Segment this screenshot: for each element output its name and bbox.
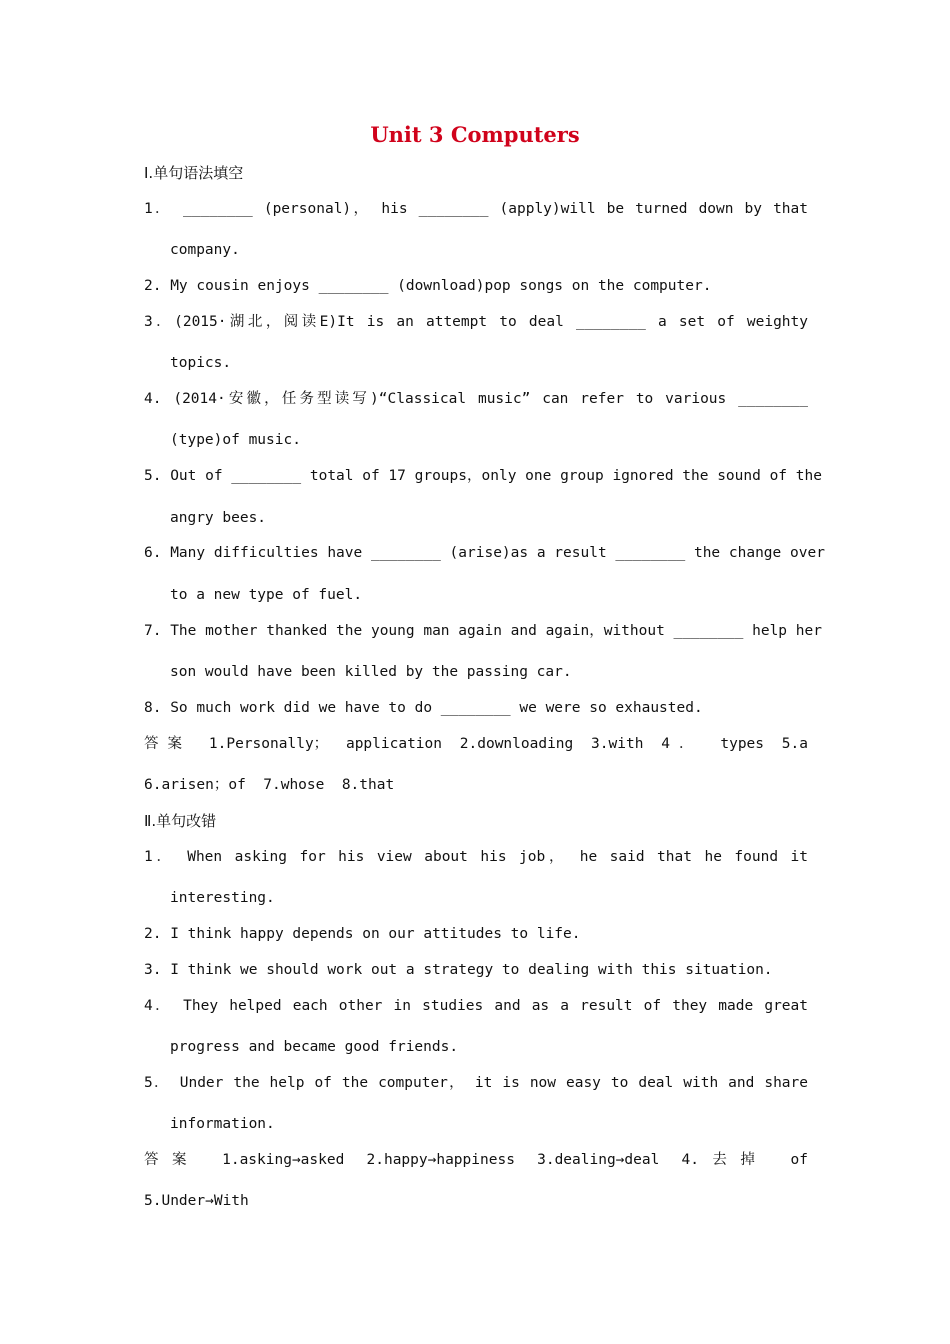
question-2-line-1: 2. My cousin enjoys ________ (download)pop songs on the computer. [144, 278, 712, 294]
question-3-line-2: topics. [170, 355, 232, 371]
answer-key-2-line-2: 5.Under→With [144, 1193, 249, 1209]
question-5-line-2: angry bees. [170, 510, 267, 526]
correction-4-line-1: 4． They helped each other in studies and as a result of they made great [144, 998, 808, 1014]
question-1-line-1: 1． ________ (personal)， his ________ (apply)will be turned down by that [144, 201, 808, 217]
question-6-line-1: 6. Many difficulties have ________ (arise)as a result ________ the change over [144, 545, 825, 561]
correction-4-line-2: progress and became good friends. [170, 1039, 459, 1055]
page-title: Unit 3 Computers [370, 122, 580, 147]
correction-1-line-2: interesting. [170, 890, 275, 906]
question-4-line-2: (type)of music. [170, 432, 301, 448]
question-5-line-1: 5. Out of ________ total of 17 groups，only one group ignored the sound of the [144, 468, 822, 484]
correction-5-line-1: 5． Under the help of the computer， it is now easy to deal with and share [144, 1075, 808, 1091]
correction-2-line-1: 2. I think happy depends on our attitudes to life. [144, 926, 581, 942]
section-heading-grammar-fill: Ⅰ.单句语法填空 [144, 164, 244, 182]
correction-1-line-1: 1． When asking for his view about his job， he said that he found it [144, 849, 808, 865]
correction-5-line-2: information. [170, 1116, 275, 1132]
question-8-line-1: 8. So much work did we have to do ________ we were so exhausted. [144, 700, 703, 716]
section-heading-error-correction: Ⅱ.单句改错 [144, 812, 217, 830]
answer-key-1-line-1: 答案 1.Personally； application 2.downloading 3.with 4． types 5.a [144, 736, 808, 752]
question-6-line-2: to a new type of fuel. [170, 587, 363, 603]
question-1-line-2: company. [170, 242, 240, 258]
correction-3-line-1: 3. I think we should work out a strategy to dealing with this situation. [144, 962, 773, 978]
question-3-line-1: 3．(2015·湖北，阅读E)It is an attempt to deal ________ a set of weighty [144, 314, 808, 330]
question-4-line-1: 4. (2014·安徽，任务型读写)“Classical music” can refer to various ________ [144, 391, 808, 407]
question-7-line-2: son would have been killed by the passing car. [170, 664, 572, 680]
answer-key-1-line-2: 6.arisen；of 7.whose 8.that [144, 777, 395, 793]
answer-key-2-line-1: 答案 1.asking→asked 2.happy→happiness 3.dealing→deal 4.去掉 of [144, 1152, 808, 1168]
question-7-line-1: 7. The mother thanked the young man again and again，without ________ help her [144, 623, 822, 639]
